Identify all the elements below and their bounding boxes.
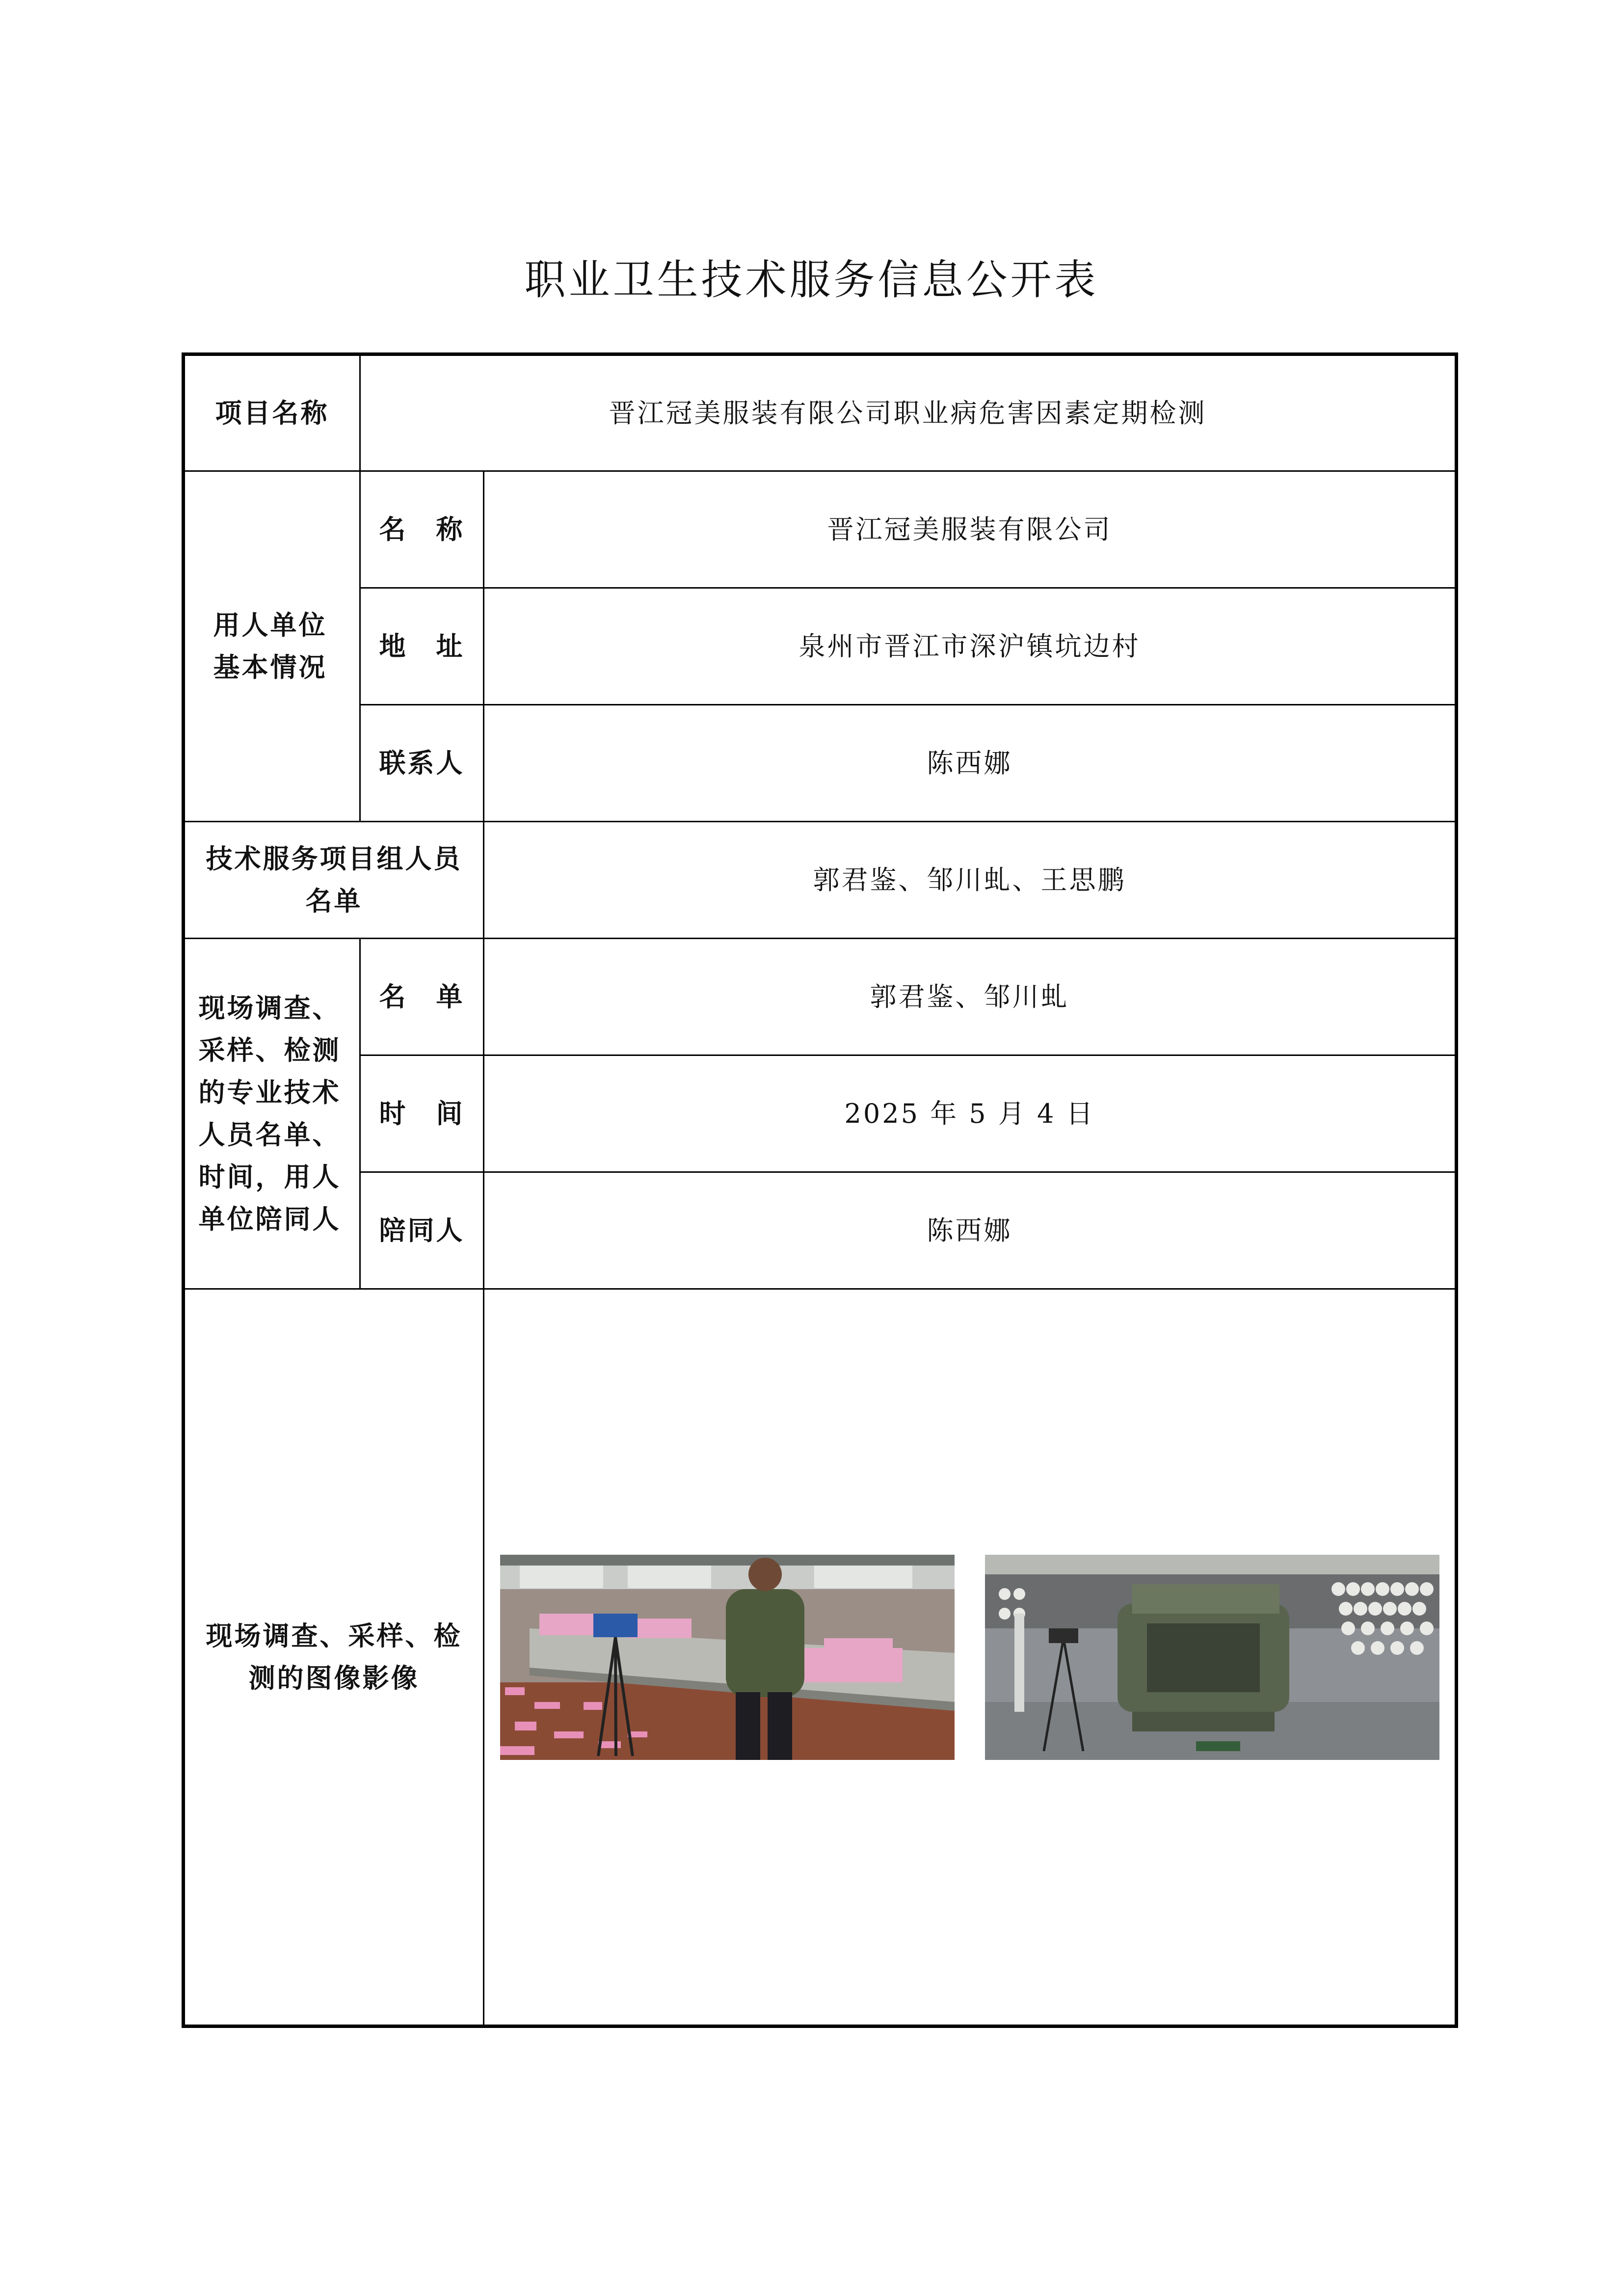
employer-address-value: 泉州市晋江市深沪镇坑边村: [484, 588, 1457, 705]
site-photo-knitting-machine-image: [985, 1555, 1439, 1760]
row-team: [184, 822, 1457, 939]
photo-gallery: [484, 1555, 1455, 1760]
employer-name-value: 晋江冠美服装有限公司: [484, 471, 1457, 588]
images-label-text: 现场调查、采样、检测的图像影像: [206, 1620, 462, 1694]
info-table: [182, 352, 1458, 2028]
row-project: [184, 354, 1457, 471]
employer-name-label: 名 称: [360, 471, 484, 588]
employer-label: [184, 471, 360, 822]
images-label: [184, 1289, 484, 2026]
survey-escort-value: 陈西娜: [484, 1172, 1457, 1289]
team-members-value: 郭君鉴、邹川虬、王思鹏: [484, 822, 1457, 939]
team-label-text: 技术服务项目组人员名单: [206, 843, 462, 917]
team-label: [184, 822, 484, 939]
site-photo-cutting-table: [500, 1555, 955, 1760]
images-cell: [484, 1289, 1457, 2026]
survey-label: [184, 939, 360, 1289]
row-employer-address: [184, 588, 1457, 705]
survey-escort-label: 陪同人: [360, 1172, 484, 1289]
site-photo-cutting-table-image: [500, 1555, 955, 1760]
row-images: [184, 1289, 1457, 2026]
page-title: 职业卫生技术服务信息公开表: [524, 256, 1099, 304]
project-label: 项目名称: [184, 354, 360, 471]
survey-list-label: 名 单: [360, 939, 484, 1055]
employer-contact-label: 联系人: [360, 705, 484, 822]
employer-contact-value: 陈西娜: [484, 705, 1457, 822]
project-value: 晋江冠美服装有限公司职业病危害因素定期检测: [360, 354, 1457, 471]
employer-label-text: 用人单位基本情况: [213, 609, 327, 683]
survey-time-label: 时 间: [360, 1055, 484, 1172]
survey-time-value: 2025 年 5 月 4 日: [484, 1055, 1457, 1172]
row-survey-time: [184, 1055, 1457, 1172]
row-employer-contact: [184, 705, 1457, 822]
employer-address-label: 地 址: [360, 588, 484, 705]
survey-label-text: 现场调查、采样、检测的专业技术人员名单、时间，用人单位陪同人: [198, 992, 341, 1235]
survey-list-value: 郭君鉴、邹川虬: [484, 939, 1457, 1055]
row-survey-list: [184, 939, 1457, 1055]
row-survey-escort: [184, 1172, 1457, 1289]
site-photo-knitting-machine: [985, 1555, 1439, 1760]
row-employer-name: [184, 471, 1457, 588]
